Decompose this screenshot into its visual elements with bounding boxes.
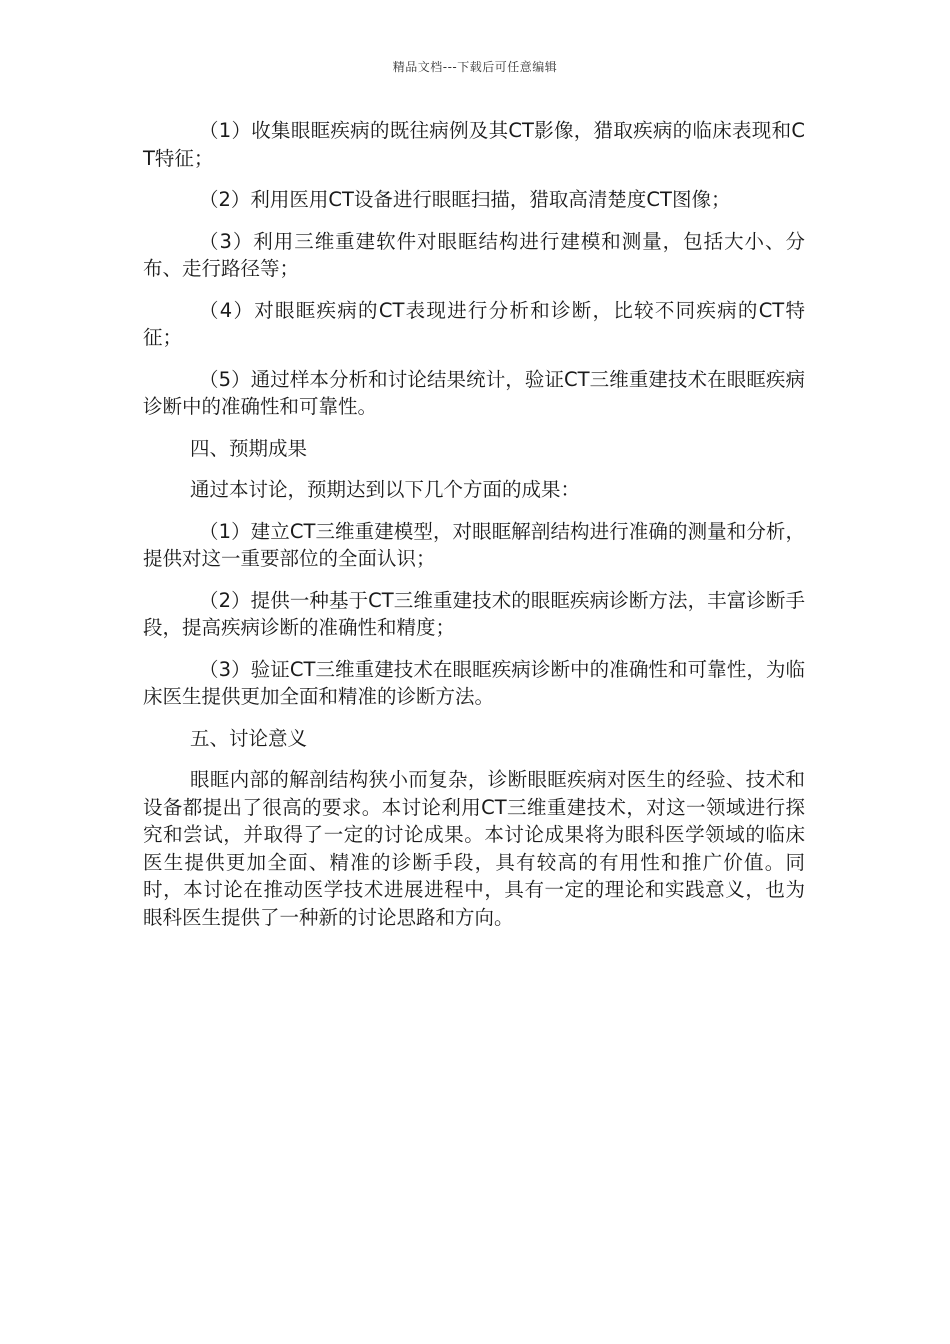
expected-result-3: （3）验证CT三维重建技术在眼眶疾病诊断中的准确性和可靠性，为临床医生提供更加全面和精准的诊断方法。 — [143, 657, 805, 708]
section-5-body: 眼眶内部的解剖结构狭小而复杂，诊断眼眶疾病对医生的经验、技术和设备都提出了很高的要求。本讨论利用CT三维重建技术，对这一领域进行探究和尝试，并取得了一定的讨论成果。本讨论成果将为眼科医学领域的临床医生提供更加全面、精准的诊断手段，具有较高的有用性和推广价值。同时，本讨论在推动医学技术进展进程中，具有一定的理论和实践意义，也为眼科医生提供了一种新的讨论思路和方向。 — [143, 768, 805, 929]
research-step-5: （5）通过样本分析和讨论结果统计，验证CT三维重建技术在眼眶疾病诊断中的准确性和可靠性。 — [143, 367, 805, 418]
expected-result-2: （2）提供一种基于CT三维重建技术的眼眶疾病诊断方法，丰富诊断手段，提高疾病诊断的准确性和精度； — [143, 588, 805, 639]
section-4-intro: 通过本讨论，预期达到以下几个方面的成果： — [190, 478, 581, 501]
document-body — [143, 117, 805, 945]
page-header: 精品文档---下载后可任意编辑 — [392, 60, 558, 74]
research-step-1: （1）收集眼眶疾病的既往病例及其CT影像，猎取疾病的临床表现和CT特征； — [143, 119, 805, 170]
expected-result-1: （1）建立CT三维重建模型，对眼眶解剖结构进行准确的测量和分析，提供对这一重要部位的全面认识； — [143, 519, 805, 570]
research-step-3: （3）利用三维重建软件对眼眶结构进行建模和测量，包括大小、分布、走行路径等； — [143, 229, 805, 280]
section-5-heading: 五、讨论意义 — [190, 726, 308, 750]
research-step-2: （2）利用医用CT设备进行眼眶扫描，猎取高清楚度CT图像； — [199, 188, 731, 211]
research-step-4: （4）对眼眶疾病的CT表现进行分析和诊断，比较不同疾病的CT特征； — [143, 298, 805, 349]
section-4-heading: 四、预期成果 — [190, 436, 308, 460]
